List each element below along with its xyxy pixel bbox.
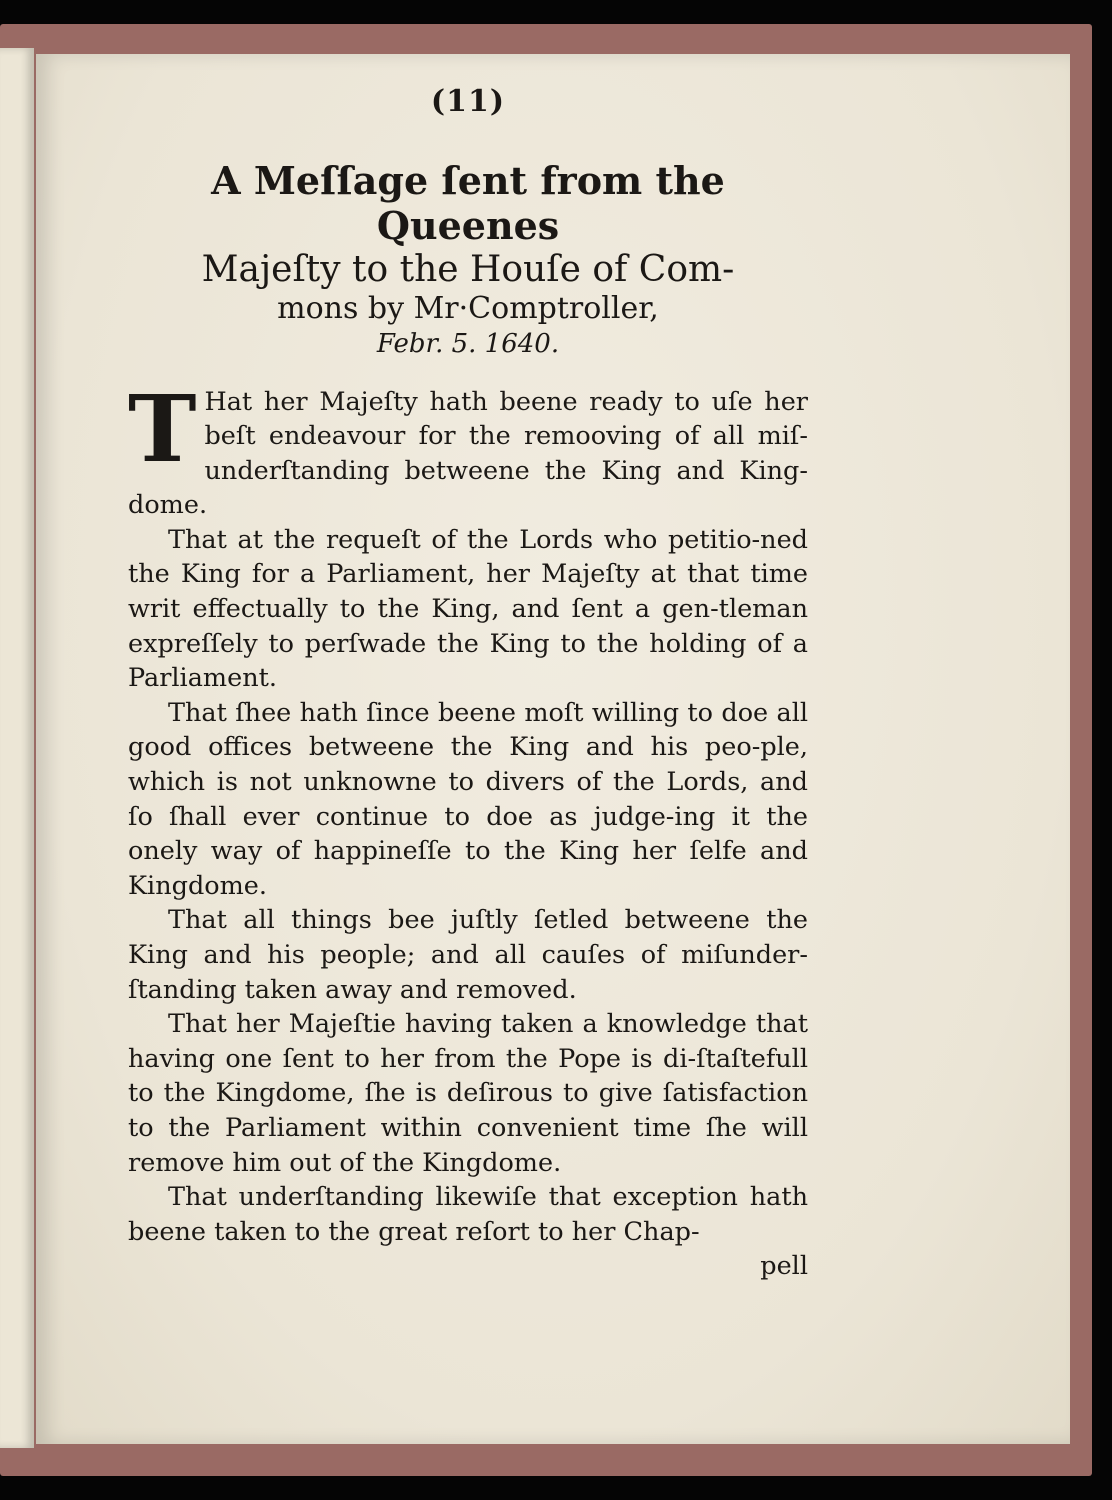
paragraph: That all things bee juſtly ſetled betweene the King and his people; and all cauſes of miſunder-ſtanding taken away and removed.: [128, 905, 808, 1005]
paragraph-text: Hat her Majeſty hath beene ready to uſe her beſt endeavour for the remooving of all miſ-underſtanding betweene the King and King-dome.: [128, 386, 808, 521]
page-text: [128, 84, 808, 1281]
heading-line-1: A Meſſage ſent from the Queenes: [211, 158, 725, 248]
catchword: pell: [760, 1251, 808, 1282]
page-number: (11): [430, 84, 506, 119]
paragraph: That underſtanding likewiſe that exception hath beene taken to the great reſort to her Chap-: [128, 1182, 808, 1247]
heading-line-3: mons by Mr·Comptroller,: [277, 291, 659, 327]
paragraph: That at the requeſt of the Lords who petitio-ned the King for a Parliament, her Majeſty at that time writ effectually to the King, and ſent a gen-tleman expreſſely to perſwade the King to the holding of a Parliament.: [128, 524, 808, 694]
drop-cap: T: [128, 374, 197, 483]
facing-page-edge: [0, 48, 34, 1448]
paragraph: That her Majeſtie having taken a knowledge that having one ſent to her from the Pope is di-ſtaſtefull to the Kingdome, ſhe is deſirous to give ſatisfaction to the Parliament within convenient time ſhe will remove him out of the Kingdome.: [128, 1009, 808, 1178]
book-page: [36, 54, 1070, 1444]
body-text: [128, 374, 808, 1250]
date-line: Febr. 5. 1640.: [376, 328, 560, 359]
paragraph: That ſhee hath ſince beene moſt willing to doe all good offices betweene the King and his peo-ple, which is not unknowne to divers of the Lords, and ſo ſhall ever continue to doe as judge-ing it the onely way of happineſſe to the King her ſelfe and Kingdome.: [128, 697, 808, 901]
heading-line-2: Majeſty to the Houſe of Com-: [201, 248, 735, 290]
heading: [128, 159, 808, 327]
paragraph: [128, 374, 808, 523]
